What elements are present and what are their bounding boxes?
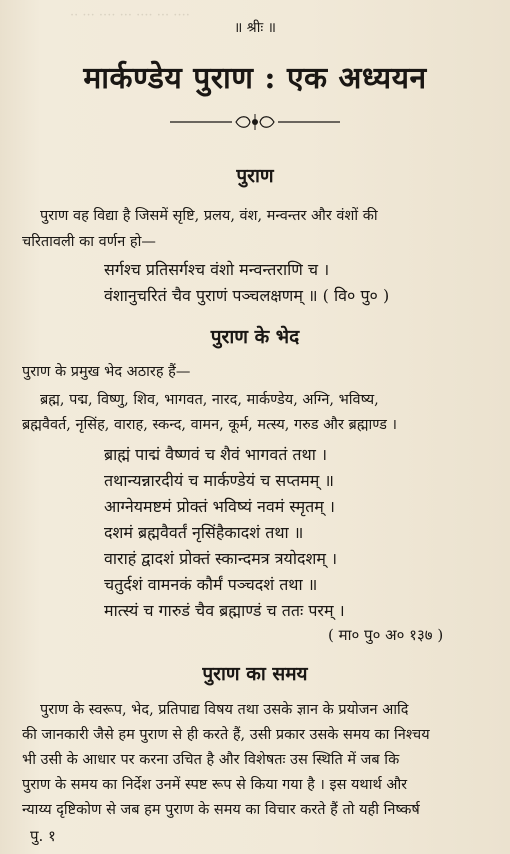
section-heading-samay: पुराण का समय xyxy=(202,663,308,685)
ornament-divider xyxy=(170,112,340,132)
list-line: ब्रह्म, पद्म, विष्णु, शिव, भागवत, नारद, मार्कण्डेय, अग्नि, भविष्य, xyxy=(40,392,379,408)
list-line: ब्रह्मवैवर्त, नृसिंह, वाराह, स्कन्द, वामन, कूर्म, मत्स्य, गरुड और ब्रह्माण्ड । xyxy=(22,417,397,433)
paragraph-line: पुराण के स्वरूप, भेद, प्रतिपाद्य विषय तथा उसके ज्ञान के प्रयोजन आदि xyxy=(40,702,409,718)
verse-line: वंशानुचरितं चैव पुराणं पञ्चलक्षणम् ॥ ( वि० पु० ) xyxy=(104,286,390,305)
page-title: मार्कण्डेय पुराण : एक अध्ययन xyxy=(83,61,427,96)
show-through-text: ·· ··· ···· ··· ···· ··· ···· xyxy=(70,8,190,23)
paragraph-line: पुराण वह विद्या है जिसमें सृष्टि, प्रलय, वंश, मन्वन्तर और वंशों की xyxy=(40,208,378,224)
verse-line: तथान्यन्नारदीयं च मार्कण्डेयं च सप्तमम् ॥ xyxy=(104,471,334,490)
page-signature: पु. १ xyxy=(30,827,56,845)
paragraph-line: पुराण के समय का निर्देश उनमें स्पष्ट रूप से किया गया है । इस यथार्थ और xyxy=(22,777,408,793)
verse-line: दशमं ब्रह्मवैवर्तं नृसिंहैकादशं तथा ॥ xyxy=(104,523,304,542)
section-heading-purana: पुराण xyxy=(236,165,274,187)
verse-line: आग्नेयमष्टमं प्रोक्तं भविष्यं नवमं स्मृतम् । xyxy=(104,497,335,516)
paragraph-line: की जानकारी जैसे हम पुराण से ही करते हैं, उसी प्रकार उसके समय का निश्चय xyxy=(22,727,430,743)
verse-line: सर्गश्च प्रतिसर्गश्च वंशो मन्वन्तराणि च । xyxy=(104,260,330,279)
citation: ( मा० पु० अ० १३७ ) xyxy=(328,626,444,644)
verse-line: मात्स्यं च गारुडं चैव ब्रह्माण्डं च ततः परम् । xyxy=(104,601,345,620)
paragraph-line: न्याय्य दृष्टिकोण से जब हम पुराण के समय का विचार करते हैं तो यही निष्कर्ष xyxy=(22,802,420,818)
paragraph-line: चरितावली का वर्णन हो— xyxy=(22,234,156,250)
verse-line: चतुर्दशं वामनकं कौर्मं पञ्चदशं तथा ॥ xyxy=(104,575,318,594)
verse-line: ब्राह्मं पाद्मं वैष्णवं च शैवं भागवतं तथा । xyxy=(104,445,328,464)
section-heading-bhed: पुराण के भेद xyxy=(210,326,300,348)
intro-line: पुराण के प्रमुख भेद अठारह हैं— xyxy=(22,364,191,380)
verse-line: वाराहं द्वादशं प्रोक्तं स्कान्दमत्र त्रयोदशम् । xyxy=(104,549,338,568)
header-mark: ॥ श्रीः ॥ xyxy=(233,20,277,36)
paragraph-line: भी उसी के आधार पर करना उचित है और विशेषतः उस स्थिति में जब कि xyxy=(22,752,400,768)
